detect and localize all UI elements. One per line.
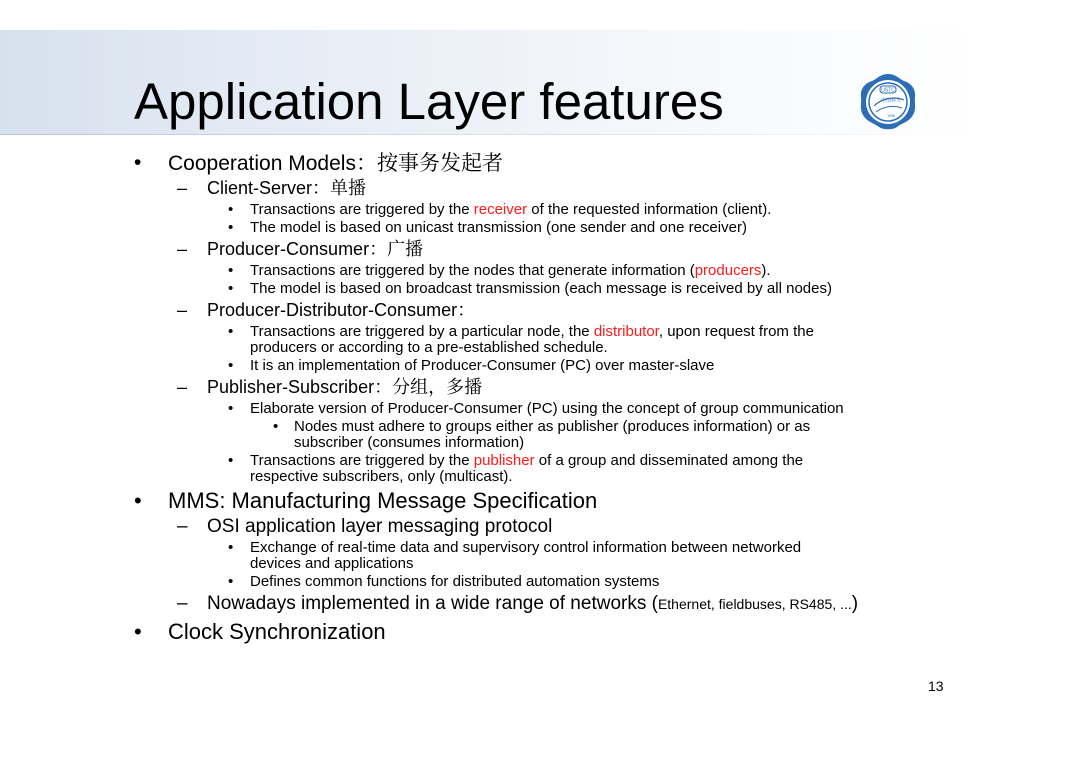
mms-functions-text: • Defines common functions for distributed automation systems bbox=[0, 574, 1080, 590]
bullet-cooperation-models: • Cooperation Models：按事务发起者 bbox=[0, 150, 1080, 177]
highlight-producers: producers bbox=[694, 262, 762, 279]
subitem-osi-protocol: – OSI application layer messaging protocol bbox=[0, 515, 1080, 538]
highlight-publisher: publisher bbox=[473, 452, 535, 469]
highlight-distributor: distributor bbox=[593, 323, 659, 340]
title-divider bbox=[0, 134, 980, 135]
ps-elaborate-text: • Elaborate version of Producer-Consumer (PC) using the concept of group communication bbox=[0, 401, 1080, 417]
cs-model-text: • The model is based on unicast transmission (one sender and one receiver) bbox=[0, 220, 1080, 236]
subitem-producer-distributor-consumer: – Producer-Distributor-Consumer： bbox=[0, 299, 1080, 322]
cs-trigger-text: • Transactions are triggered by the receiver of the requested information (client). bbox=[0, 202, 1080, 218]
subitem-producer-consumer: – Producer-Consumer：广播 bbox=[0, 238, 1080, 261]
logo-cn-text: 中国科大 bbox=[880, 98, 902, 104]
pc-model-text: • The model is based on broadcast transmission (each message is received by all nodes) bbox=[0, 281, 1080, 297]
bullet-clock-synchronization: • Clock Synchronization bbox=[0, 618, 1080, 646]
slide-body bbox=[0, 148, 1080, 646]
mms-exchange-text: • Exchange of real-time data and supervisory control information between networked devices and applications bbox=[0, 540, 1080, 572]
page-number: 13 bbox=[928, 678, 944, 694]
slide-title: Application Layer features bbox=[134, 73, 724, 130]
ps-nodes-text: • Nodes must adhere to groups either as publisher (produces information) or as subscriber (consumes information) bbox=[0, 419, 1080, 451]
pc-trigger-text: • Transactions are triggered by the nodes that generate information (producers). bbox=[0, 263, 1080, 279]
logo-year: 1958 bbox=[887, 114, 895, 118]
highlight-receiver: receiver bbox=[473, 201, 528, 218]
ps-trigger-text: • Transactions are triggered by the publisher of a group and disseminated among the respective subscribers, only (multicast). bbox=[0, 453, 1080, 485]
subitem-publisher-subscriber: – Publisher-Subscriber：分组，多播 bbox=[0, 376, 1080, 399]
pdc-trigger-text: • Transactions are triggered by a particular node, the distributor, upon request from the producers or according to a pre-established schedule. bbox=[0, 324, 1080, 356]
pdc-implementation-text: • It is an implementation of Producer-Consumer (PC) over master-slave bbox=[0, 358, 1080, 374]
subitem-client-server: – Client-Server：单播 bbox=[0, 177, 1080, 200]
logo-text: USTC bbox=[881, 87, 895, 94]
subitem-nowadays: – Nowadays implemented in a wide range of networks (Ethernet, fieldbuses, RS485, ...) bbox=[0, 592, 1080, 616]
bullet-mms: • MMS: Manufacturing Message Specification bbox=[0, 487, 1080, 515]
university-seal-icon bbox=[858, 72, 918, 132]
